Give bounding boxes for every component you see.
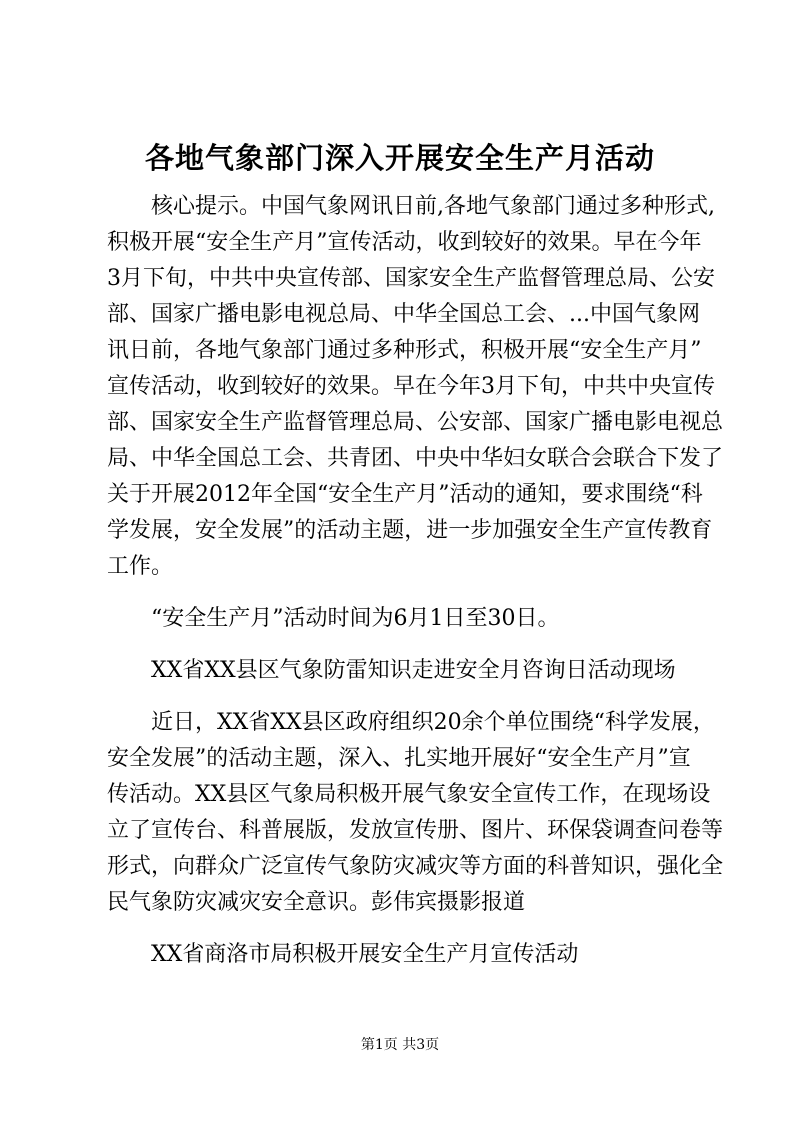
body-line-8: 局、中华全国总工会、共青团、中央中华妇女联合会联合下发了 xyxy=(107,446,724,471)
body-line-18: 形式，向群众广泛宣传气象防灾减灾等方面的科普知识，强化全 xyxy=(107,854,724,879)
body-line-5: 讯日前，各地气象部门通过多种形式，积极开展“安全生产月” xyxy=(107,338,702,363)
paragraph-event-dates: “安全生产月”活动时间为6月1日至30日。 xyxy=(151,606,560,631)
document-title: 各地气象部门深入开展安全生产月活动 xyxy=(144,141,655,175)
section-heading-lightning-knowledge: XX省XX县区气象防雷知识走进安全月咨询日活动现场 xyxy=(151,658,676,683)
body-line-19: 民气象防灾减灾安全意识。彭伟宾摄影报道 xyxy=(107,890,526,915)
body-line-4: 部、国家广播电影电视总局、中华全国总工会、...中国气象网 xyxy=(107,302,700,327)
body-line-7: 部、国家安全生产监督管理总局、公安部、国家广播电影电视总 xyxy=(107,410,724,435)
body-line-9: 关于开展2012年全国“安全生产月”活动的通知，要求围绕“科 xyxy=(107,482,703,507)
page-number-footer: 第1页 共3页 xyxy=(360,1037,440,1053)
body-line-14: 近日，XX省XX县区政府组织20余个单位围绕“科学发展， xyxy=(151,710,715,735)
section-heading-shangluo: XX省商洛市局积极开展安全生产月宣传活动 xyxy=(151,942,579,967)
body-line-11: 工作。 xyxy=(107,554,174,579)
body-line-15: 安全发展”的活动主题，深入、扎实地开展好“安全生产月”宣 xyxy=(107,746,691,771)
body-line-17: 立了宣传台、科普展版，发放宣传册、图片、环保袋调查问卷等 xyxy=(107,818,724,843)
body-line-16: 传活动。XX县区气象局积极开展气象安全宣传工作，在现场设 xyxy=(107,782,711,807)
body-line-3: 3月下旬，中共中央宣传部、国家安全生产监督管理总局、公安 xyxy=(107,266,715,291)
body-line-6: 宣传活动，收到较好的效果。早在今年3月下旬，中共中央宣传 xyxy=(107,374,715,399)
body-line-10: 学发展，安全发展”的活动主题，进一步加强安全生产宣传教育 xyxy=(107,518,713,543)
body-line-1: 核心提示。中国气象网讯日前,各地气象部门通过多种形式, xyxy=(151,194,715,219)
body-line-2: 积极开展“安全生产月”宣传活动，收到较好的效果。早在今年 xyxy=(107,230,702,255)
